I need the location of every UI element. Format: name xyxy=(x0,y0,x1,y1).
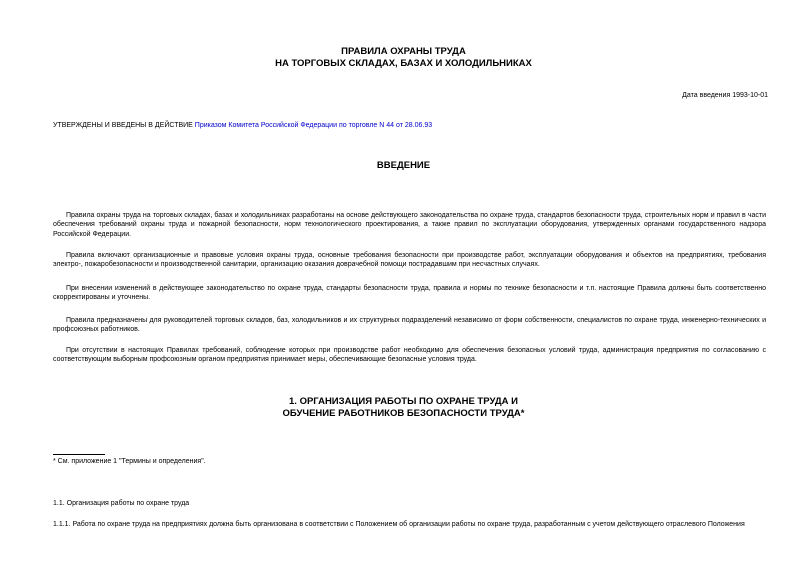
document-title xyxy=(0,46,807,70)
footnote: * См. приложение 1 "Термины и определения". xyxy=(53,458,206,465)
introduction-paragraph-1: Правила охраны труда на торговых складах, базах и холодильниках разработаны на основе действующего законодательства по охране труда, стандартов безопасности труда, строительных норм и правил в части обеспечения требований охраны труда и пожарной безопасности, норм технологического проектирования, а также правил по эксплуатации оборудования, утвержденных органами государственного надзора Российской Федерации. xyxy=(53,212,766,238)
subsection-1-1-heading: 1.1. Организация работы по охране труда xyxy=(53,500,190,507)
section-1-heading xyxy=(0,396,807,420)
item-1-1-1: 1.1.1. Работа по охране труда на предприятиях должна быть организована в соответствии с Положением об организации работы по охране труда, разработанным с учетом действующего отраслевого Положения xyxy=(53,521,745,528)
introduction-paragraph-5: При отсутствии в настоящих Правилах требований, соблюдение которых при производстве работ необходимо для обеспечения безопасных условий труда, администрация предприятия по согласованию с соответствующим выборным профсоюзным органом предприятия принимает меры, обеспечивающие безопасные условия труда. xyxy=(53,347,766,364)
section-1-heading-line-1: 1. ОРГАНИЗАЦИЯ РАБОТЫ ПО ОХРАНЕ ТРУДА И xyxy=(289,396,518,407)
approval-order-link[interactable]: Приказом Комитета Российской Федерации по торговле N 44 от 28.06.93 xyxy=(194,122,433,129)
section-1-heading-line-2: ОБУЧЕНИЕ РАБОТНИКОВ БЕЗОПАСНОСТИ ТРУДА* xyxy=(282,408,525,419)
approval-statement xyxy=(53,121,432,130)
introduction-heading: ВВЕДЕНИЕ xyxy=(376,160,431,171)
footnote-divider xyxy=(53,454,105,455)
introduction-paragraph-3: При внесении изменений в действующее законодательство по охране труда, стандарты безопасности труда, правила и нормы по технике безопасности и т.п. настоящие Правила должны быть соответственно скорректированы и уточнены. xyxy=(53,285,766,302)
approval-prefix: УТВЕРЖДЕНЫ И ВВЕДЕНЫ В ДЕЙСТВИЕ xyxy=(53,122,195,129)
document-title-line-2: НА ТОРГОВЫХ СКЛАДАХ, БАЗАХ И ХОЛОДИЛЬНИКАХ xyxy=(275,58,532,69)
document-title-line-1: ПРАВИЛА ОХРАНЫ ТРУДА xyxy=(341,46,466,57)
introduction-paragraph-2: Правила включают организационные и правовые условия охраны труда, основные требования безопасности при производстве работ, эксплуатации оборудования и объектов на предприятиях, требования электро-, пожаробезопасности и производственной санитарии, организацию оказания доврачебной помощи пострадавшим при несчастных случаях. xyxy=(53,252,766,269)
introduction-paragraph-4: Правила предназначены для руководителей торговых складов, баз, холодильников и их структурных подразделений независимо от форм собственности, специалистов по охране труда, инженерно-технических и профсоюзных работников. xyxy=(53,317,766,334)
introduction-date: Дата введения 1993-10-01 xyxy=(682,92,768,99)
